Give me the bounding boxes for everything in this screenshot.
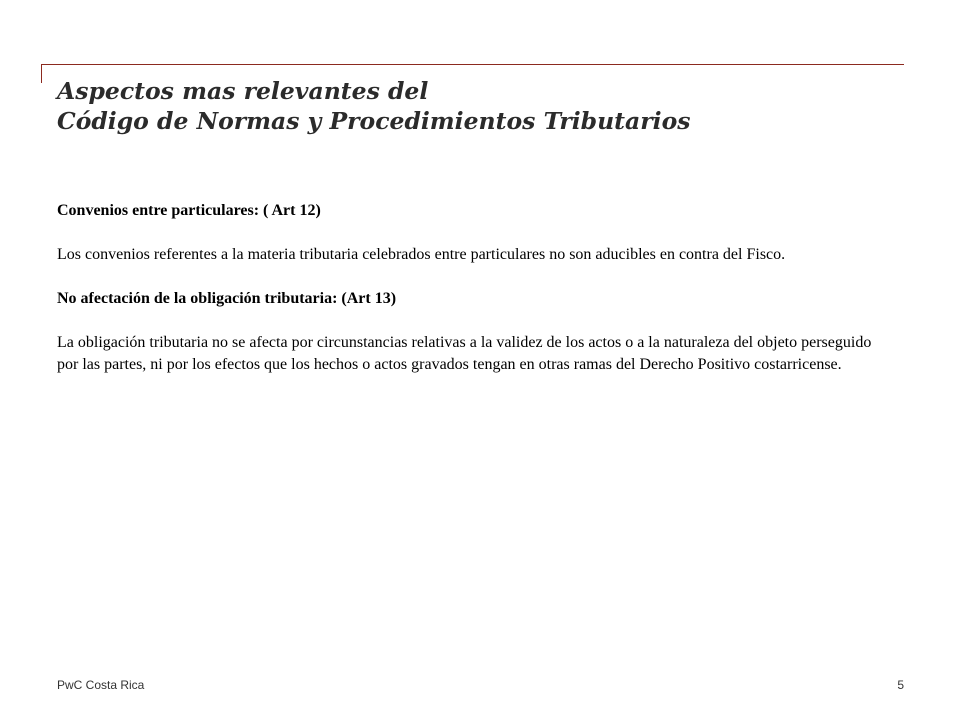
left-accent-tick (41, 64, 42, 83)
top-rule (41, 64, 904, 65)
title-line-2: Código de Normas y Procedimientos Tributarios (57, 107, 691, 135)
section-body-art-13: La obligación tributaria no se afecta por circunstancias relativas a la validez de los actos o a la naturaleza del objeto perseguido por las partes, ni por los efectos que los hechos o actos gravados tengan en otras ramas del Derecho Positivo costarricense. (57, 334, 872, 373)
section-heading-art-12: Convenios entre particulares: ( Art 12) (57, 202, 321, 219)
footer-company: PwC Costa Rica (57, 678, 145, 692)
section-body-art-12: Los convenios referentes a la materia tributaria celebrados entre particulares no son aducibles en contra del Fisco. (57, 246, 786, 263)
page-number: 5 (897, 678, 904, 692)
section-heading-art-13: No afectación de la obligación tributaria: (Art 13) (57, 290, 397, 307)
slide-content (57, 200, 877, 376)
slide-title (57, 76, 917, 136)
title-line-1: Aspectos mas relevantes del (57, 77, 429, 105)
